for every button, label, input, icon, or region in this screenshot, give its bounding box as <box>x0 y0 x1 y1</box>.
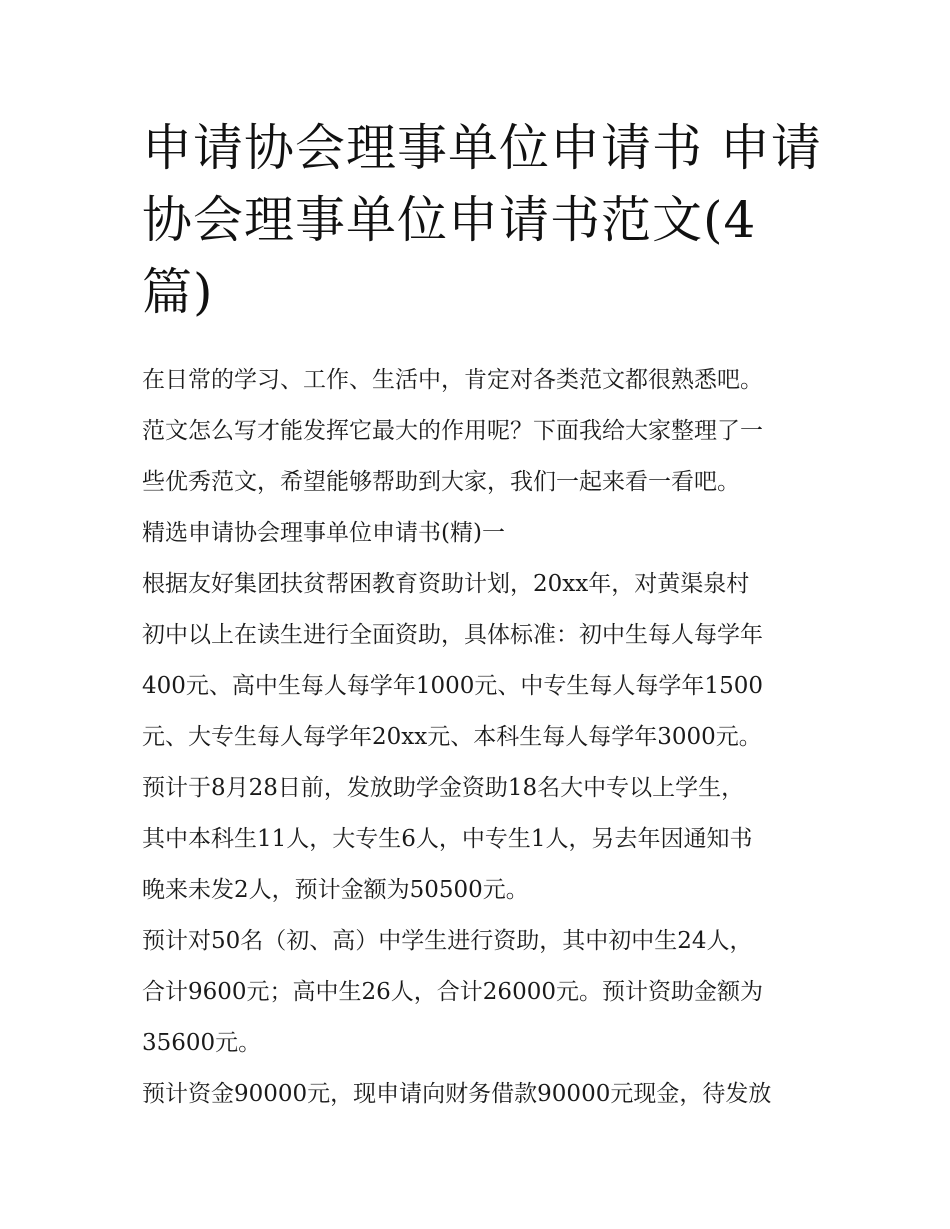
body-line: 合计9600元；高中生26人，合计26000元。预计资助金额为 <box>142 979 763 1005</box>
document-body <box>142 355 822 1120</box>
body-line: 400元、高中生每人每学年1000元、中专生每人每学年1500 <box>142 673 763 699</box>
body-line: 元、大专生每人每学年20xx元、本科生每人每学年3000元。 <box>142 724 762 750</box>
body-line: 根据友好集团扶贫帮困教育资助计划，20xx年，对黄渠泉村 <box>142 571 750 597</box>
body-line: 在日常的学习、工作、生活中，肯定对各类范文都很熟悉吧。 <box>142 367 763 393</box>
title-line-1: 申请协会理事单位申请书 申请 <box>142 119 822 177</box>
body-line: 初中以上在读生进行全面资助，具体标准：初中生每人每学年 <box>142 622 763 648</box>
title-line-2: 协会理事单位申请书范文(4 <box>142 191 757 249</box>
body-line: 晚来未发2人，预计金额为50500元。 <box>142 877 529 903</box>
body-line: 预计对50名（初、高）中学生进行资助，其中初中生24人， <box>142 928 753 954</box>
body-line: 些优秀范文，希望能够帮助到大家，我们一起来看一看吧。 <box>142 469 740 495</box>
body-line: 35600元。 <box>142 1030 262 1056</box>
body-line: 范文怎么写才能发挥它最大的作用呢？下面我给大家整理了一 <box>142 418 763 444</box>
section-heading: 精选申请协会理事单位申请书(精)一 <box>142 520 505 546</box>
document-title <box>142 112 822 328</box>
body-line: 预计资金90000元，现申请向财务借款90000元现金，待发放 <box>142 1081 772 1107</box>
body-line: 预计于8月28日前，发放助学金资助18名大中专以上学生， <box>142 775 745 801</box>
body-line: 其中本科生11人，大专生6人，中专生1人，另去年因通知书 <box>142 826 753 852</box>
title-line-3: 篇) <box>142 263 214 321</box>
